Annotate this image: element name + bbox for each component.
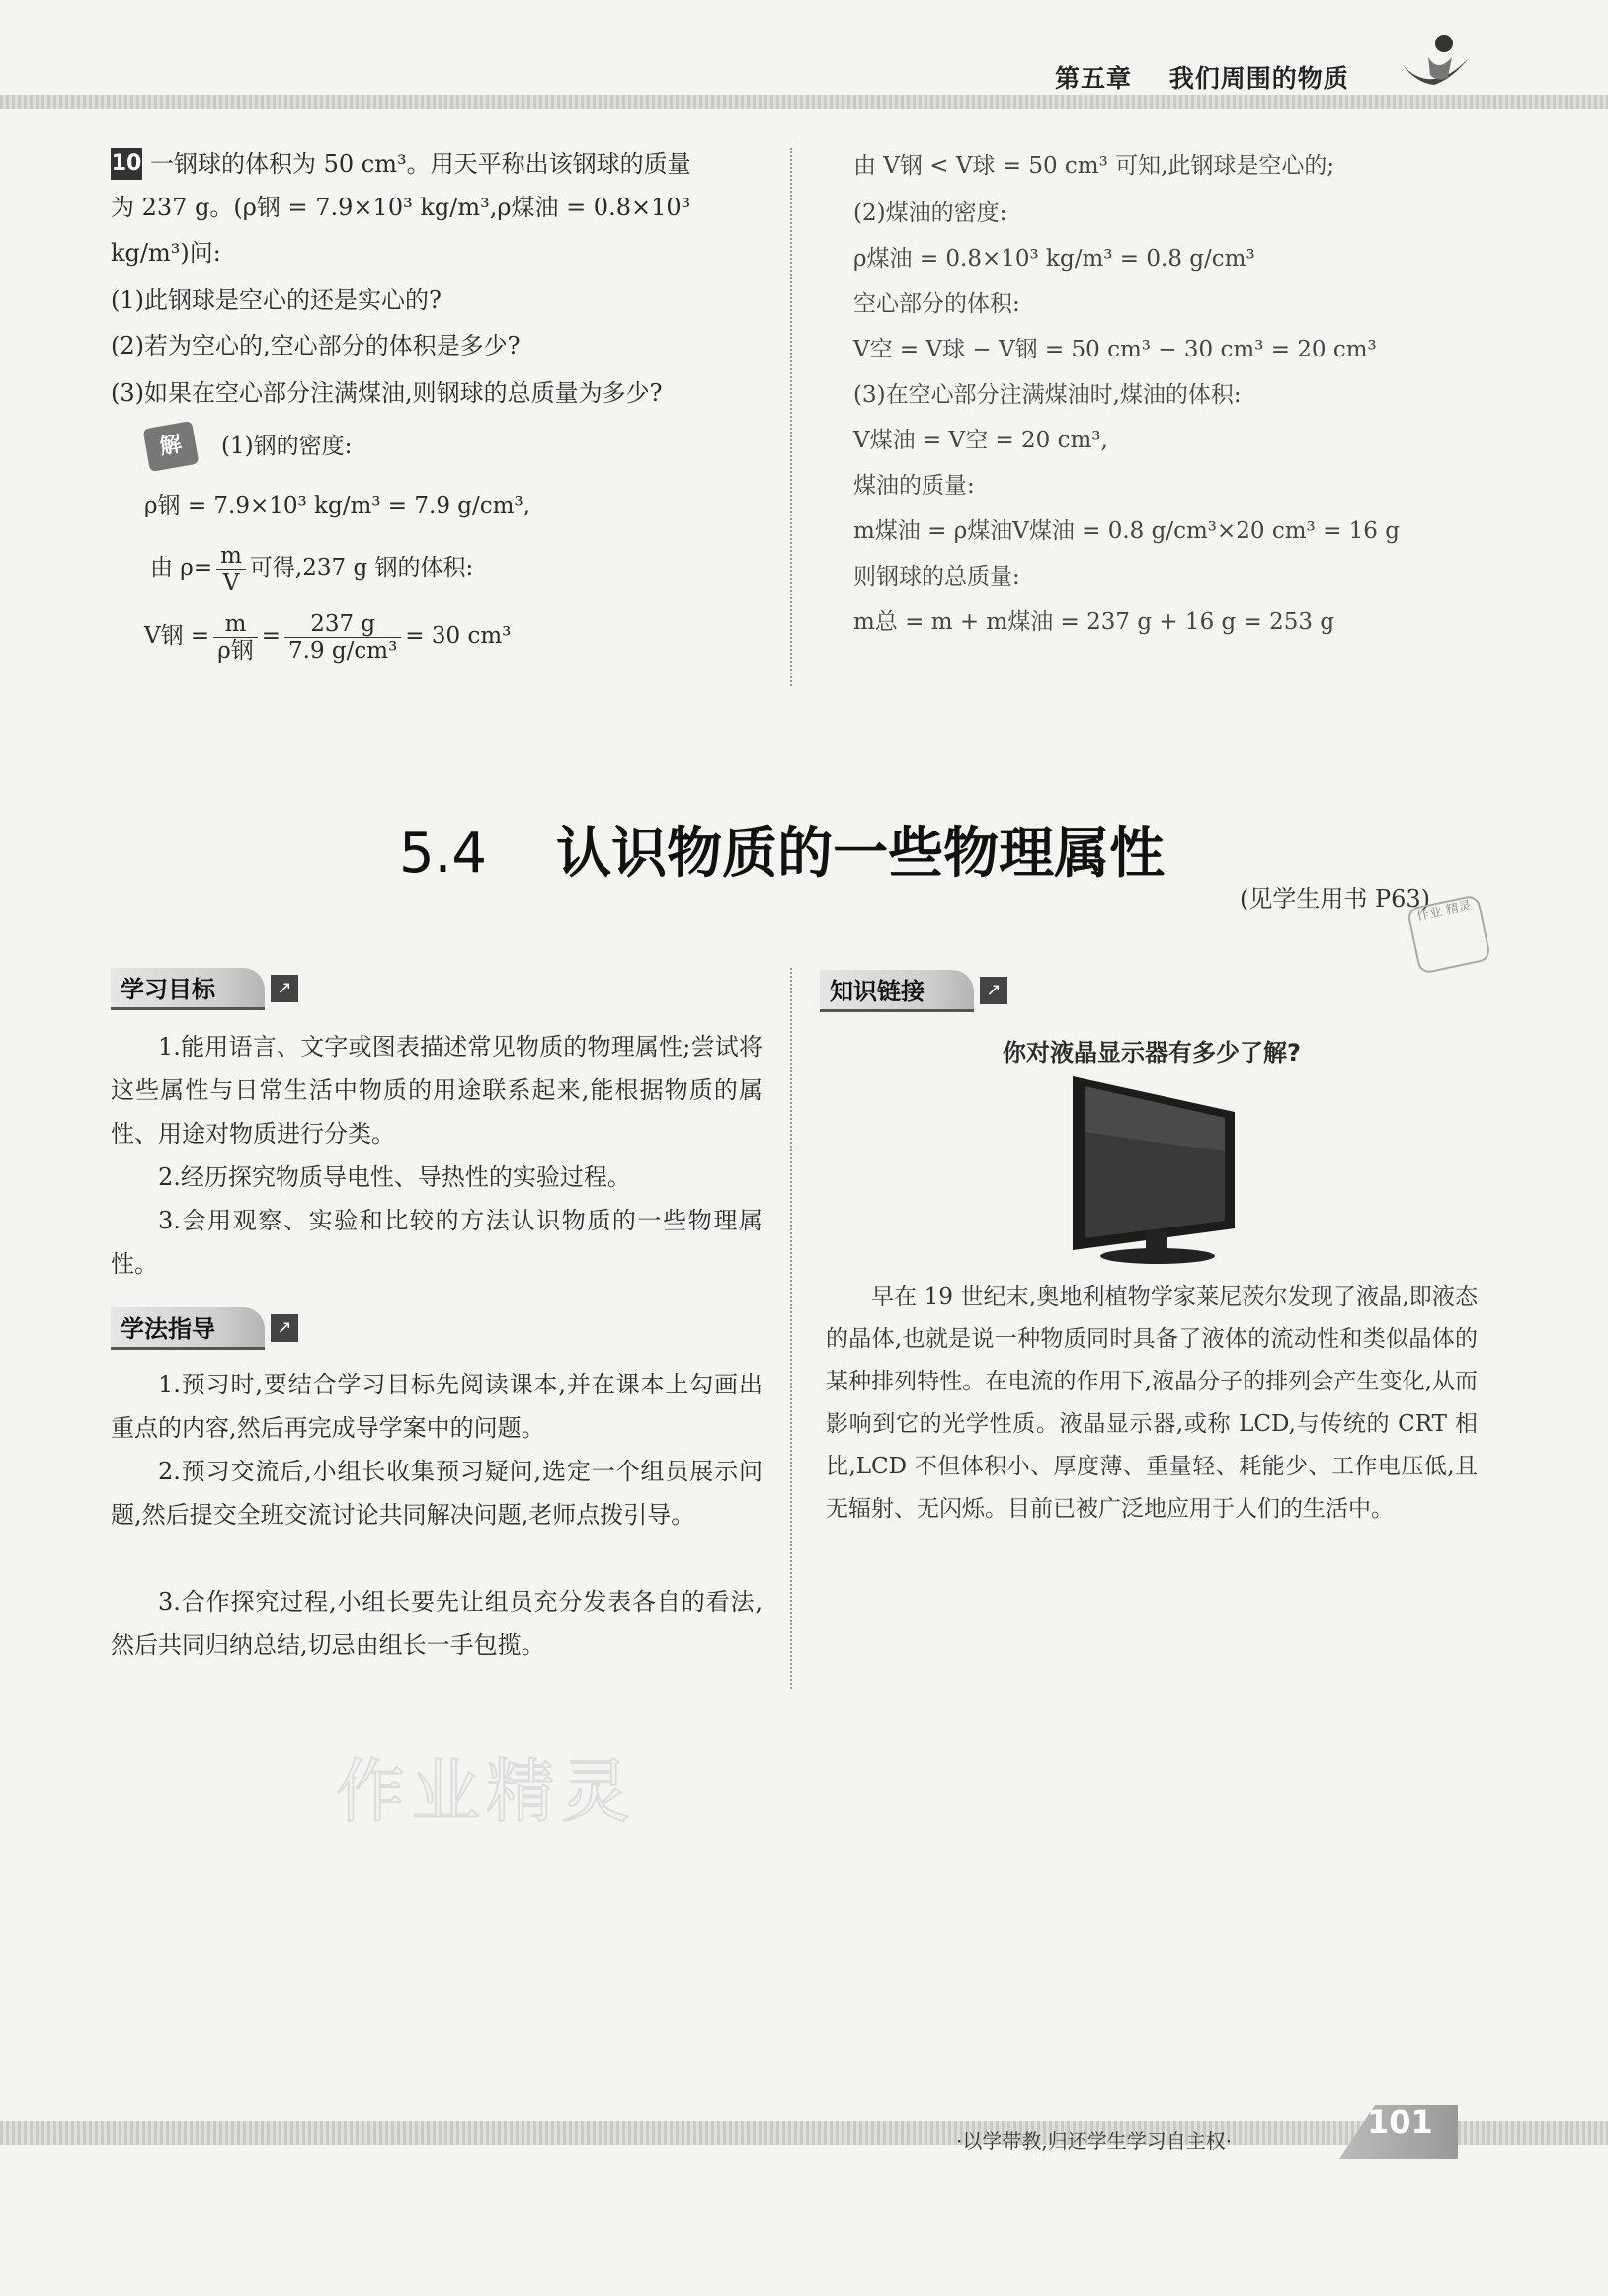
header-band <box>0 95 1608 109</box>
arrow-icon: ↗ <box>271 1314 298 1342</box>
solution-right-4: 空心部分的体积: <box>853 291 1020 317</box>
problem-line-3: kg/m³)问: <box>111 239 221 267</box>
fraction-denominator: 7.9 g/cm³ <box>288 637 398 664</box>
section-title <box>399 810 1165 889</box>
goal-item-1: 1.能用语言、文字或图表描述常见物质的物理属性;尝试将这些属性与日常生活中物质的用途联系起来,能根据物质的属性、用途对物质进行分类。 <box>111 1033 763 1148</box>
solution-right-9: m煤油 = ρ煤油V煤油 = 0.8 g/cm³×20 cm³ = 16 g <box>853 518 1400 544</box>
solution-right-3: ρ煤油 = 0.8×10³ kg/m³ = 0.8 g/cm³ <box>853 246 1255 272</box>
section-heading: 认识物质的一些物理属性 <box>556 822 1166 886</box>
solution-right-5: V空 = V球 − V钢 = 50 cm³ − 30 cm³ = 20 cm³ <box>853 337 1377 362</box>
solution-derivation <box>150 539 473 596</box>
watermark: 作业精灵 <box>336 1751 636 1832</box>
section-number: 5.4 <box>399 822 488 886</box>
derive-prefix: 由 ρ= <box>150 555 213 581</box>
solution-right-7: V煤油 = V空 = 20 cm³, <box>853 428 1108 453</box>
tab-label: 学习目标 <box>111 968 265 1010</box>
solution-right-6: (3)在空心部分注满煤油时,煤油的体积: <box>853 382 1242 408</box>
method-item-3: 3.合作探究过程,小组长要先让组员充分发表各自的看法,然后共同归纳总结,切忌由组长一手包揽。 <box>111 1588 763 1659</box>
footer-slogan: ·以学带教,归还学生学习自主权· <box>956 2129 1233 2153</box>
solution-intro: (1)钢的密度: <box>221 434 353 459</box>
arrow-icon: ↗ <box>980 977 1007 1004</box>
fraction-numerator: 237 g <box>284 611 401 638</box>
problem-question-3: (3)如果在空心部分注满煤油,则钢球的总质量为多少? <box>111 379 663 407</box>
book-reader-logo-icon <box>1393 28 1476 107</box>
goal-item-3: 3.会用观察、实验和比较的方法认识物质的一些物理属性。 <box>111 1207 763 1278</box>
problem-number: 10 <box>111 148 142 180</box>
tab-label: 学法指导 <box>111 1307 265 1350</box>
volume-result: = 30 cm³ <box>405 623 512 649</box>
method-item-2: 2.预习交流后,小组长收集预习疑问,选定一个组员展示问题,然后提交全班交流讨论共同解决问题,老师点拨引导。 <box>111 1458 763 1529</box>
fraction-numerator: m <box>213 611 258 638</box>
volume-prefix: V钢 = <box>144 623 210 649</box>
column-divider-top <box>790 148 792 686</box>
problem-line-1: 一钢球的体积为 50 cm³。用天平称出该钢球的质量 <box>150 150 691 178</box>
fraction-denominator: V <box>222 569 240 595</box>
reference-note: (见学生用书 P63) <box>1240 885 1431 912</box>
solution-right-1: 由 V钢 < V球 = 50 cm³ 可知,此钢球是空心的; <box>853 153 1335 179</box>
volume-fraction-1 <box>213 611 258 664</box>
solution-right-8: 煤油的质量: <box>853 473 975 499</box>
stamp-seal: 作业 精灵 <box>1407 894 1492 975</box>
chapter-title: 我们周围的物质 <box>1168 64 1349 93</box>
derive-suffix: 可得,237 g 钢的体积: <box>249 555 474 581</box>
problem-line-2: 为 237 g。(ρ钢 = 7.9×10³ kg/m³,ρ煤油 = 0.8×10³ <box>111 194 691 221</box>
solution-right-11: m总 = m + m煤油 = 237 g + 16 g = 253 g <box>853 609 1335 635</box>
knowledge-title: 你对液晶显示器有多少了解? <box>1003 1039 1301 1067</box>
density-fraction <box>216 543 246 595</box>
tab-learning-goals <box>111 966 298 1011</box>
column-divider-bottom <box>790 968 792 1689</box>
solution-badge: 解 <box>143 421 200 472</box>
lcd-monitor-image <box>1065 1072 1243 1266</box>
solution-density: ρ钢 = 7.9×10³ kg/m³ = 7.9 g/cm³, <box>144 493 530 518</box>
chapter-number: 第五章 <box>1055 64 1133 93</box>
method-item-1: 1.预习时,要结合学习目标先阅读课本,并在课本上勾画出重点的内容,然后再完成导学案中的问题。 <box>111 1371 763 1442</box>
fraction-numerator: m <box>216 543 246 570</box>
problem-question-1: (1)此钢球是空心的还是实心的? <box>111 286 442 314</box>
volume-fraction-2 <box>284 611 401 664</box>
solution-right-2: (2)煤油的密度: <box>853 200 1007 226</box>
arrow-icon: ↗ <box>271 975 298 1002</box>
volume-equals: = <box>261 623 281 649</box>
tab-study-methods <box>111 1306 298 1351</box>
tab-label: 知识链接 <box>820 970 974 1012</box>
knowledge-body: 早在 19 世纪末,奥地利植物学家莱尼茨尔发现了液晶,即液态的晶体,也就是说一种物质同时具备了液体的流动性和类似晶体的某种排列特性。在电流的作用下,液晶分子的排列会产生变化,从而影响到它的光学性质。液晶显示器,或称 LCD,与传统的 CRT 相比,LCD 不但体积小、厚度薄、重量轻、耗能少、工作电压低,且无辐射、无闪烁。目前已被广泛地应用于人们的生活中。 <box>826 1284 1478 1522</box>
solution-volume <box>144 606 511 666</box>
tab-knowledge-link <box>820 968 1007 1013</box>
chapter-header <box>1055 59 1377 95</box>
page-number: 101 <box>1367 2103 1433 2141</box>
problem-question-2: (2)若为空心的,空心部分的体积是多少? <box>111 332 521 359</box>
solution-right-10: 则钢球的总质量: <box>853 564 1020 590</box>
fraction-denominator: ρ钢 <box>217 637 254 664</box>
goal-item-2: 2.经历探究物质导电性、导热性的实验过程。 <box>158 1163 631 1191</box>
